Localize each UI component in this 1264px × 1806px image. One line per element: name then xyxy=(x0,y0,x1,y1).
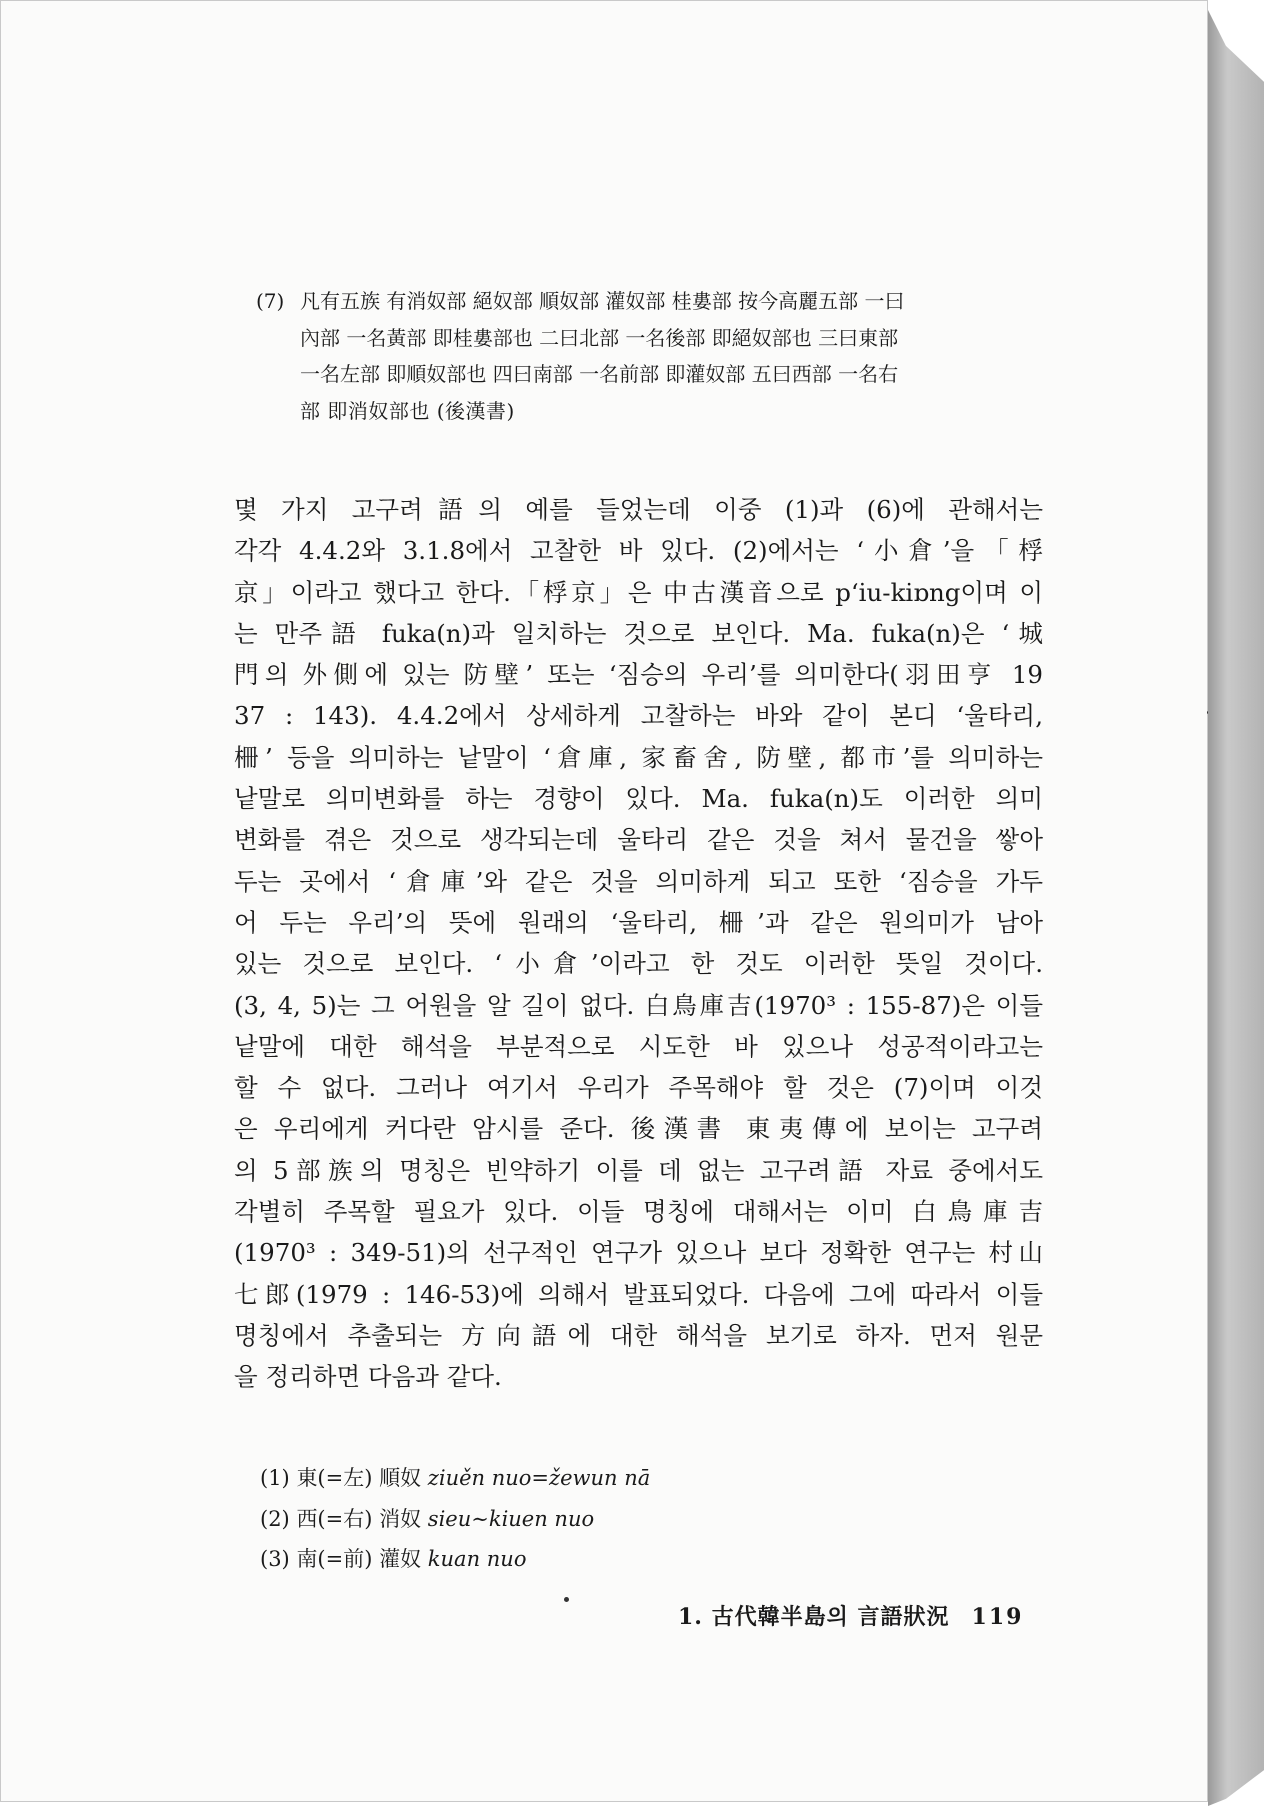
body-line: 낱말에 대한 해석을 부분적으로 시도한 바 있으나 성공적이라고는 xyxy=(234,1031,1043,1061)
quotation-number: (7) xyxy=(256,289,285,313)
classical-chinese-quotation xyxy=(256,283,1036,429)
quotation-lines xyxy=(300,283,1036,429)
list-item-tribe: 灌奴 xyxy=(379,1547,422,1571)
body-line: 七郎(1979 : 146-53)에 의해서 발표되었다. 다음에 그에 따라서 이들 xyxy=(234,1279,1043,1309)
list-item-number: (3) xyxy=(260,1547,290,1571)
chapter-title: 1. 古代韓半島의 言語狀況 xyxy=(678,1604,950,1630)
body-line: 은 우리에게 커다란 암시를 준다. 後漢書 東夷傳에 보이는 고구려 xyxy=(234,1114,1043,1144)
body-line: 변화를 겪은 것으로 생각되는데 울타리 같은 것을 쳐서 물건을 쌓아 xyxy=(234,825,1043,855)
list-item-direction: 南(=前) xyxy=(296,1547,373,1571)
list-item-direction: 西(=右) xyxy=(296,1506,373,1531)
print-speck xyxy=(564,1597,569,1602)
quotation-line: 一名左部 即順奴部也 四曰南部 一名前部 即灌奴部 五曰西部 一名右 xyxy=(300,362,899,386)
list-item-tribe: 順奴 xyxy=(379,1466,422,1490)
list-item-romanization: ziuěn nuo=žewun nā xyxy=(427,1466,651,1490)
list-item-romanization: kuan nuo xyxy=(427,1547,527,1571)
body-line: 두는 곳에서 ‘倉庫’와 같은 것을 의미하게 되고 또한 ‘짐승을 가두 xyxy=(234,866,1043,896)
body-line: 을 정리하면 다음과 같다. xyxy=(234,1362,502,1392)
body-line: 명칭에서 추출되는 方向語에 대한 해석을 보기로 하자. 먼저 원문 xyxy=(234,1320,1043,1350)
body-line: (3, 4, 5)는 그 어원을 알 길이 없다. 白鳥庫吉(1970³ : 155-87)은 이들 xyxy=(234,990,1043,1020)
body-line: 각별히 주목할 필요가 있다. 이들 명칭에 대해서는 이미 白鳥庫吉 xyxy=(234,1197,1043,1227)
page-stack-edge xyxy=(1208,10,1264,1806)
body-line: 37 : 143). 4.4.2에서 상세하게 고찰하는 바와 같이 본디 ‘울타리, xyxy=(234,701,1043,731)
body-line: 있는 것으로 보인다. ‘小倉’이라고 한 것도 이러한 뜻일 것이다. xyxy=(234,949,1043,979)
quotation-line: 內部 一名黃部 即桂婁部也 二曰北部 一名後部 即絕奴部也 三曰東部 xyxy=(300,325,899,350)
page-number: 119 xyxy=(971,1604,1024,1630)
body-line: 柵’ 등을 의미하는 낱말이 ‘倉庫, 家畜舍, 防壁, 都市’를 의미하는 xyxy=(234,742,1043,772)
body-line: 각각 4.4.2와 3.1.8에서 고찰한 바 있다. (2)에서는 ‘小倉’을「桴 xyxy=(234,536,1043,566)
quotation-line: 凡有五族 有消奴部 絕奴部 順奴部 灌奴部 桂婁部 按今高麗五部 一曰 xyxy=(300,289,905,313)
list-item xyxy=(260,1539,650,1580)
body-line: 낱말로 의미변화를 하는 경향이 있다. Ma. fuka(n)도 이러한 의미 xyxy=(234,784,1043,814)
list-item xyxy=(260,1458,650,1499)
running-footer xyxy=(678,1600,1023,1631)
list-item-romanization: sieu∼kiuen nuo xyxy=(427,1506,595,1531)
list-item-tribe: 消奴 xyxy=(379,1506,422,1531)
tribe-direction-list xyxy=(260,1458,650,1580)
body-line: 는 만주語 fuka(n)과 일치하는 것으로 보인다. Ma. fuka(n)은 ‘城 xyxy=(234,618,1043,648)
list-item-number: (2) xyxy=(260,1506,290,1531)
list-item xyxy=(260,1499,650,1540)
quotation-line: 部 即消奴部也 (後漢書) xyxy=(300,398,515,423)
body-paragraph xyxy=(234,489,1043,1398)
body-line: 몇 가지 고구려語의 예를 들었는데 이중 (1)과 (6)에 관해서는 xyxy=(234,495,1043,524)
body-line: 京」이라고 했다고 한다.「桴京」은 中古漢音으로 p‘iu-kiɒng이며 이 xyxy=(234,577,1043,607)
body-line: 어 두는 우리’의 뜻에 원래의 ‘울타리, 柵’과 같은 원의미가 남아 xyxy=(234,907,1043,937)
body-line: 門의 外側에 있는 防壁’ 또는 ‘짐승의 우리’를 의미한다(羽田亨 19 xyxy=(234,660,1043,690)
body-line: (1970³ : 349-51)의 선구적인 연구가 있으나 보다 정확한 연구는 村山 xyxy=(234,1238,1043,1268)
body-line: 의 5部族의 명칭은 빈약하기 이를 데 없는 고구려語 자료 중에서도 xyxy=(234,1155,1043,1185)
list-item-direction: 東(=左) xyxy=(296,1466,373,1490)
list-item-number: (1) xyxy=(260,1466,290,1490)
body-line: 할 수 없다. 그러나 여기서 우리가 주목해야 할 것은 (7)이며 이것 xyxy=(234,1073,1043,1103)
